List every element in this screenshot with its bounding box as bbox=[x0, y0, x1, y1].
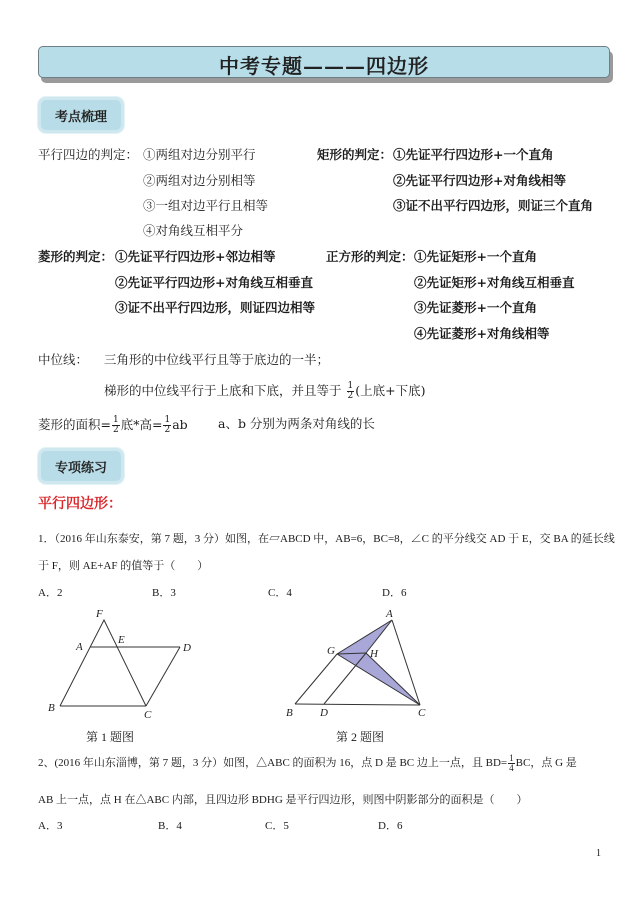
q2-option-b: B．4 bbox=[158, 820, 182, 832]
q2-text-line1: 2、(2016 年山东淄博，第 7 题，3 分）如图，△ABC 的面积为 16，点 D 是 BC 边上一点，且 BD= $\frac{1}{4}$ BC，点 G 是 bbox=[38, 753, 577, 773]
parallelogram-criterion-2: ②两组对边分别相等 bbox=[143, 173, 256, 188]
q1-figure-caption: 第 1 题图 bbox=[86, 730, 135, 744]
section-tag-review: 考点梳理 bbox=[38, 97, 124, 133]
q1-option-a: A．2 bbox=[38, 587, 63, 599]
q2-figure bbox=[270, 600, 450, 730]
parallelogram-criterion-1: ①两组对边分别平行 bbox=[143, 147, 256, 162]
fraction-one-half: $\frac{1}{2}$ bbox=[347, 381, 354, 401]
page-number: 1 bbox=[596, 848, 601, 859]
fraction-one-half: $\frac{1}{2}$ bbox=[112, 415, 119, 435]
q2-figure-caption: 第 2 题图 bbox=[336, 730, 385, 744]
label-G: G bbox=[327, 645, 335, 657]
rectangle-criterion-1: ①先证平行四边形+一个直角 bbox=[393, 147, 554, 162]
q1-option-c: C．4 bbox=[268, 587, 292, 599]
q1-text-line1: 1．（2016 年山东泰安，第 7 题，3 分）如图，在▱ABCD 中，AB=6，BC=8，∠C 的平分线交 AD 于 E，交 BA 的延长线 bbox=[38, 533, 615, 545]
rectangle-criteria-label: 矩形的判定： bbox=[317, 147, 393, 162]
label-B: B bbox=[48, 702, 55, 714]
rhombus-area-note: a、b 分别为两条对角线的长 bbox=[218, 416, 375, 431]
q1-option-b: B．3 bbox=[152, 587, 176, 599]
label-E: E bbox=[118, 634, 125, 646]
square-criterion-1: ①先证矩形+一个直角 bbox=[414, 249, 537, 264]
rhombus-criterion-3: ③证不出平行四边形，则证四边相等 bbox=[115, 300, 316, 315]
title-banner bbox=[38, 46, 610, 78]
label-C: C bbox=[418, 707, 426, 719]
square-criteria-label: 正方形的判定： bbox=[326, 249, 414, 264]
label-A: A bbox=[76, 641, 83, 653]
label-H: H bbox=[370, 648, 378, 660]
label-B: B bbox=[286, 707, 293, 719]
square-criterion-4: ④先证菱形+对角线相等 bbox=[414, 326, 550, 341]
section-tag-practice: 专项练习 bbox=[38, 448, 124, 484]
rhombus-criterion-2: ②先证平行四边形+对角线互相垂直 bbox=[115, 275, 313, 290]
q1-figure bbox=[40, 600, 240, 730]
parallelogram-criterion-3: ③一组对边平行且相等 bbox=[143, 198, 269, 213]
rhombus-criteria-label: 菱形的判定： bbox=[38, 249, 114, 264]
q2-option-d: D．6 bbox=[378, 820, 403, 832]
midline-triangle-text: 三角形的中位线平行且等于底边的一半； bbox=[104, 352, 330, 367]
rectangle-criterion-2: ②先证平行四边形+对角线相等 bbox=[393, 173, 566, 188]
label-D: D bbox=[183, 642, 191, 654]
fraction-one-quarter: $\frac{1}{4}$ bbox=[509, 753, 514, 773]
page-title: 中考专题———四边形 bbox=[219, 54, 429, 78]
rhombus-criterion-1: ①先证平行四边形+邻边相等 bbox=[115, 249, 276, 264]
label-D: D bbox=[320, 707, 328, 719]
parallelogram-criterion-4: ④对角线互相平分 bbox=[143, 223, 244, 238]
practice-heading: 平行四边形： bbox=[38, 496, 122, 512]
parallelogram-criteria-label: 平行四边的判定： bbox=[38, 147, 139, 162]
square-criterion-2: ②先证矩形+对角线互相垂直 bbox=[414, 275, 575, 290]
rectangle-criterion-3: ③证不出平行四边形，则证三个直角 bbox=[393, 198, 594, 213]
fraction-one-half: $\frac{1}{2}$ bbox=[164, 415, 171, 435]
square-criterion-3: ③先证菱形+一个直角 bbox=[414, 300, 537, 315]
label-A: A bbox=[386, 608, 393, 620]
q2-option-a: A．3 bbox=[38, 820, 63, 832]
q2-option-c: C．5 bbox=[265, 820, 289, 832]
midline-label: 中位线： bbox=[38, 352, 89, 367]
label-F: F bbox=[96, 608, 103, 620]
q2-text-line2: AB 上一点，点 H 在△ABC 内部，且四边形 BDHG 是平行四边形，则图中阴影部分的面积是（ ） bbox=[38, 794, 528, 806]
label-C: C bbox=[144, 709, 152, 721]
q1-option-d: D．6 bbox=[382, 587, 407, 599]
q1-text-line2: 于 F，则 AE+AF 的值等于（ ） bbox=[38, 560, 209, 572]
midline-trapezoid-text: 梯形的中位线平行于上底和下底，并且等于 $\frac{1}{2}$ (上底+下底) bbox=[104, 381, 426, 401]
rhombus-area-formula: 菱形的面积= $\frac{1}{2}$ 底*高= $\frac{1}{2}$ ab bbox=[38, 415, 188, 435]
